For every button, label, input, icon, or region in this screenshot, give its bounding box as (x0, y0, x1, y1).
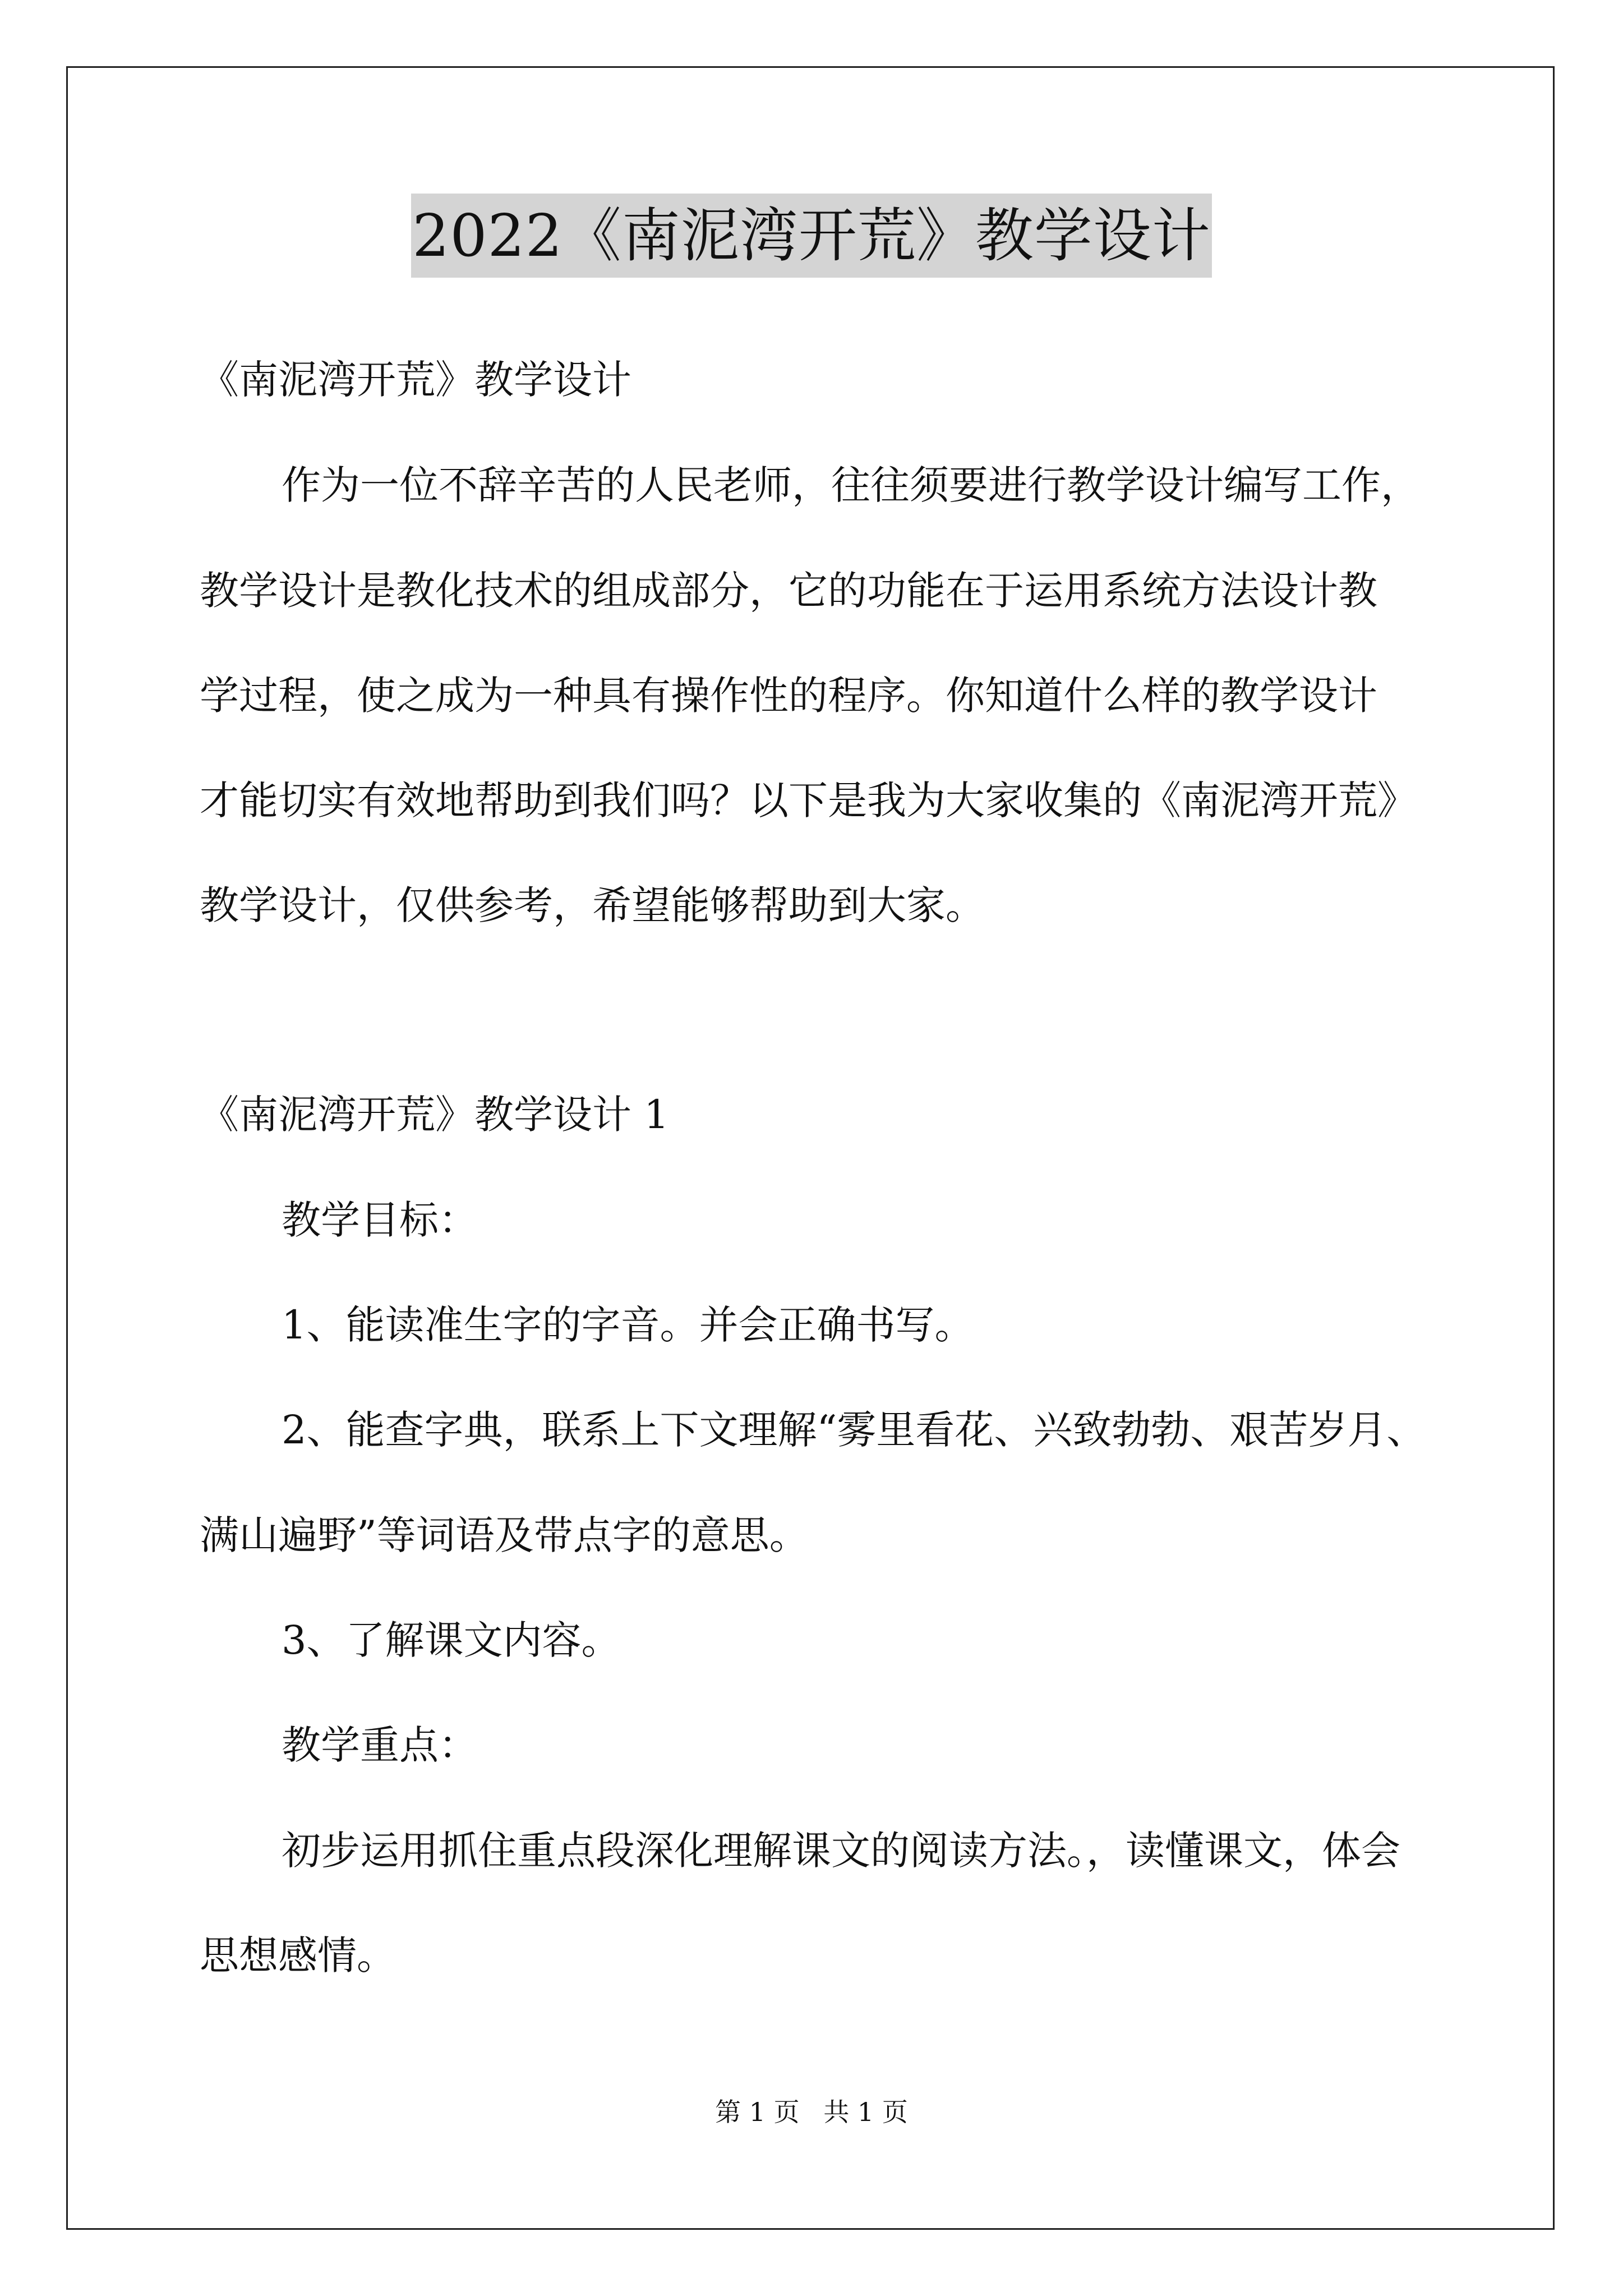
page-total: 共 1 页 (823, 2097, 908, 2127)
goal-2-line-2: 满山遍野”等词语及带点字的意思。 (200, 1512, 809, 1558)
focus-line-2: 思想感情。 (200, 1932, 396, 1978)
intro-line-1: 作为一位不辞辛苦的人民老师，往往须要进行教学设计编写工作， (282, 462, 1420, 508)
intro-line-5: 教学设计，仅供参考，希望能够帮助到大家。 (200, 882, 985, 928)
goal-3: 3、了解课文内容。 (282, 1617, 621, 1663)
intro-line-4: 才能切实有效地帮助到我们吗？以下是我为大家收集的《南泥湾开荒》 (200, 777, 1417, 823)
focus-line-1: 初步运用抓住重点段深化理解课文的阅读方法。，读懂课文，体会 (282, 1828, 1400, 1874)
goal-2-line-1: 2、能查字典，联系上下文理解“雾里看花、兴致勃勃、艰苦岁月、 (282, 1407, 1426, 1453)
intro-line-2: 教学设计是教化技术的组成部分，它的功能在于运用系统方法设计教 (200, 568, 1377, 614)
intro-line-3: 学过程，使之成为一种具有操作性的程序。你知道什么样的教学设计 (200, 673, 1377, 719)
page-number: 第 1 页 (715, 2097, 800, 2127)
document-title: 2022《南泥湾开荒》教学设计 (411, 194, 1212, 278)
goal-1: 1、能读准生字的字音。并会正确书写。 (282, 1302, 974, 1348)
section-heading: 《南泥湾开荒》教学设计 1 (200, 1092, 669, 1138)
title-container (0, 194, 1623, 278)
goals-label: 教学目标： (282, 1197, 478, 1243)
page-footer (0, 2095, 1623, 2129)
focus-label: 教学重点： (282, 1722, 478, 1768)
document-subtitle: 《南泥湾开荒》教学设计 (200, 357, 631, 403)
